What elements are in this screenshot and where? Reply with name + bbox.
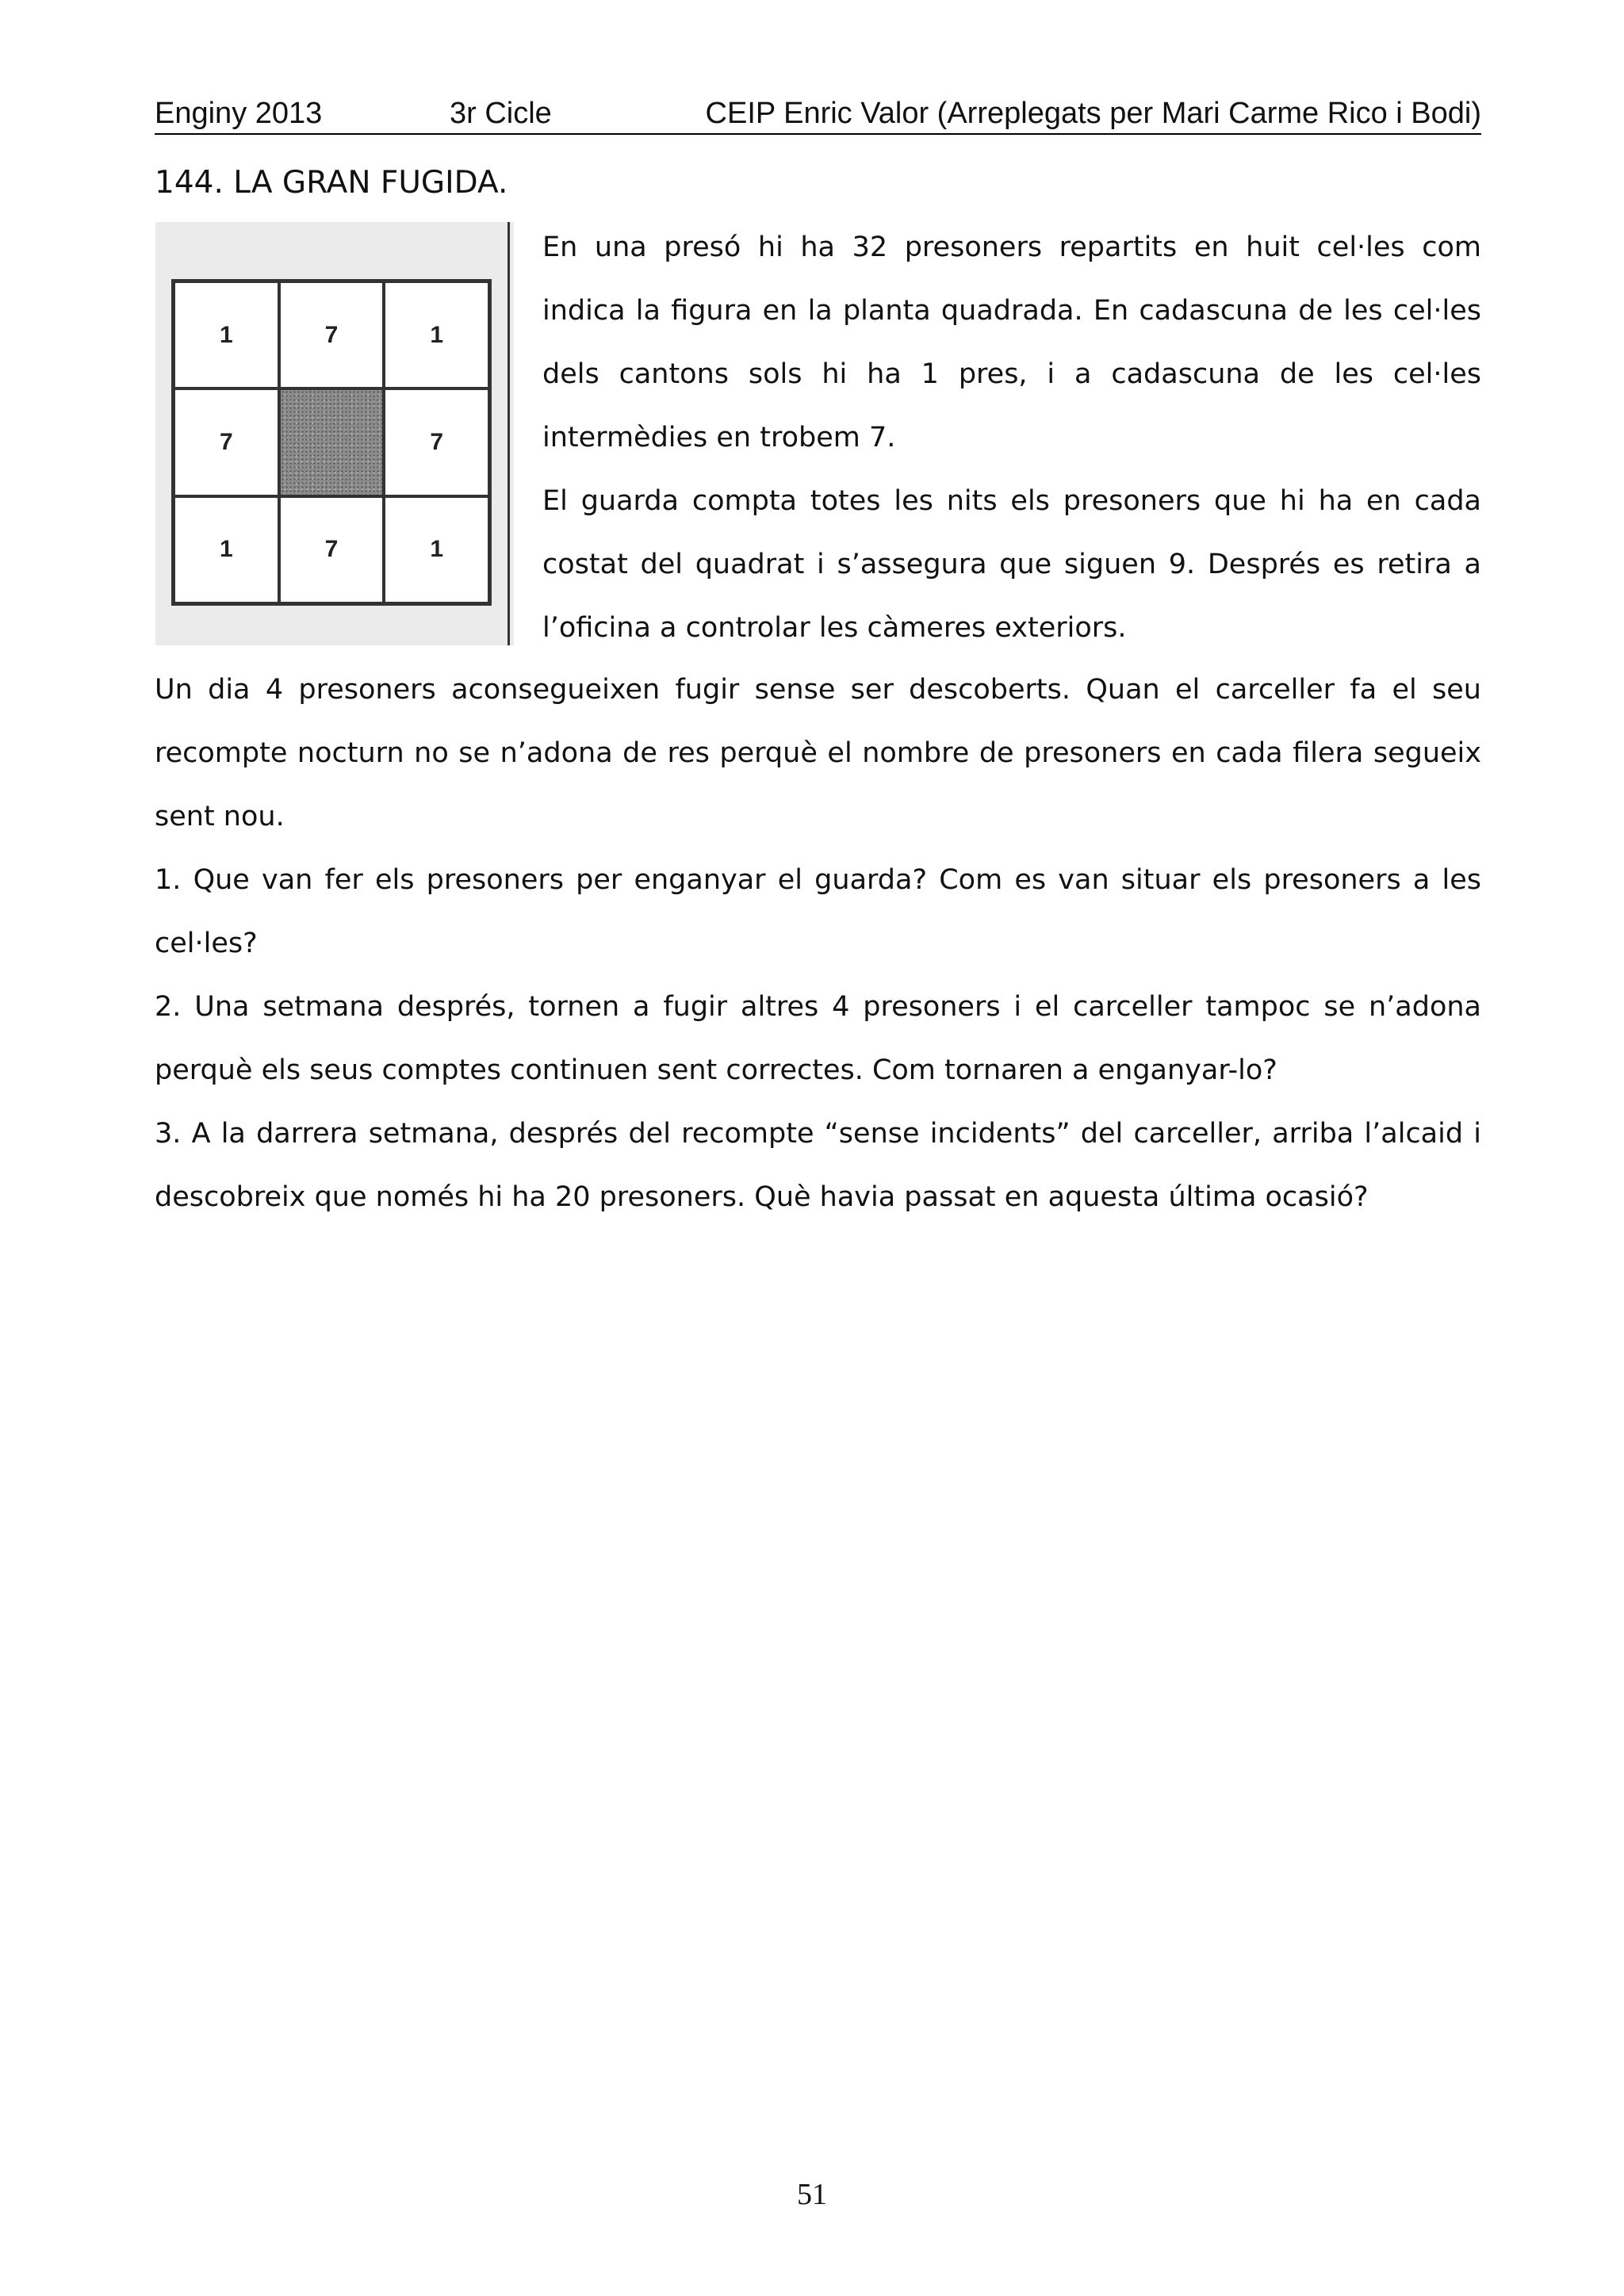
cell-bottom-left: 1 [174, 496, 279, 603]
cell-top-middle: 7 [279, 281, 385, 388]
intro-paragraph: En una presó hi ha 32 presoners repartits en huit cel·les com indica la figura en la planta quadrada. En cadascuna de les cel·les dels cantons sols hi ha 1 pres, i a cadascuna de les cel·les intermèdies en trobem 7. [542, 232, 1481, 453]
header-left: Enginy 2013 [155, 97, 323, 130]
figure-border [508, 222, 510, 645]
question-1: 1. Que van fer els presoners per enganyar el guarda? Com es van situar els presoners a les cel·les? [155, 864, 1481, 959]
cell-top-right: 1 [384, 281, 489, 388]
page-header [155, 94, 1481, 135]
cell-top-left: 1 [174, 281, 279, 388]
cell-bottom-middle: 7 [279, 496, 385, 603]
cell-middle-left: 7 [174, 388, 279, 496]
header-middle: 3r Cicle [450, 97, 552, 130]
page-number: 51 [797, 2178, 827, 2211]
header-right: CEIP Enric Valor (Arreplegats per Mari Carme Rico i Bodi) [705, 97, 1481, 130]
cell-middle-right: 7 [384, 388, 489, 496]
cell-bottom-right: 1 [384, 496, 489, 603]
guard-paragraph: El guarda compta totes les nits els presoners que hi ha en cada costat del quadrat i s’assegura que siguen 9. Després es retira a l’oficina a controlar les càmeres exteriors. [542, 485, 1481, 644]
escape-paragraph: Un dia 4 presoners aconsegueixen fugir sense ser descoberts. Quan el carceller fa el seu recompte nocturn no se n’adona de res perquè el nombre de presoners en cada filera segueix sent nou. [155, 674, 1481, 832]
cell-center-shaded [279, 388, 385, 496]
prison-figure [155, 222, 514, 645]
question-2: 2. Una setmana després, tornen a fugir altres 4 presoners i el carceller tampoc se n’adona perquè els seus comptes continuen sent correctes. Com tornaren a enganyar-lo? [155, 991, 1481, 1086]
prison-grid [171, 279, 492, 606]
problem-title: 144. LA GRAN FUGIDA. [155, 165, 508, 201]
question-3: 3. A la darrera setmana, després del recompte “sense incidents” del carceller, arriba l’alcaid i descobreix que només hi ha 20 presoners. Què havia passat en aquesta última ocasió? [155, 1118, 1481, 1213]
